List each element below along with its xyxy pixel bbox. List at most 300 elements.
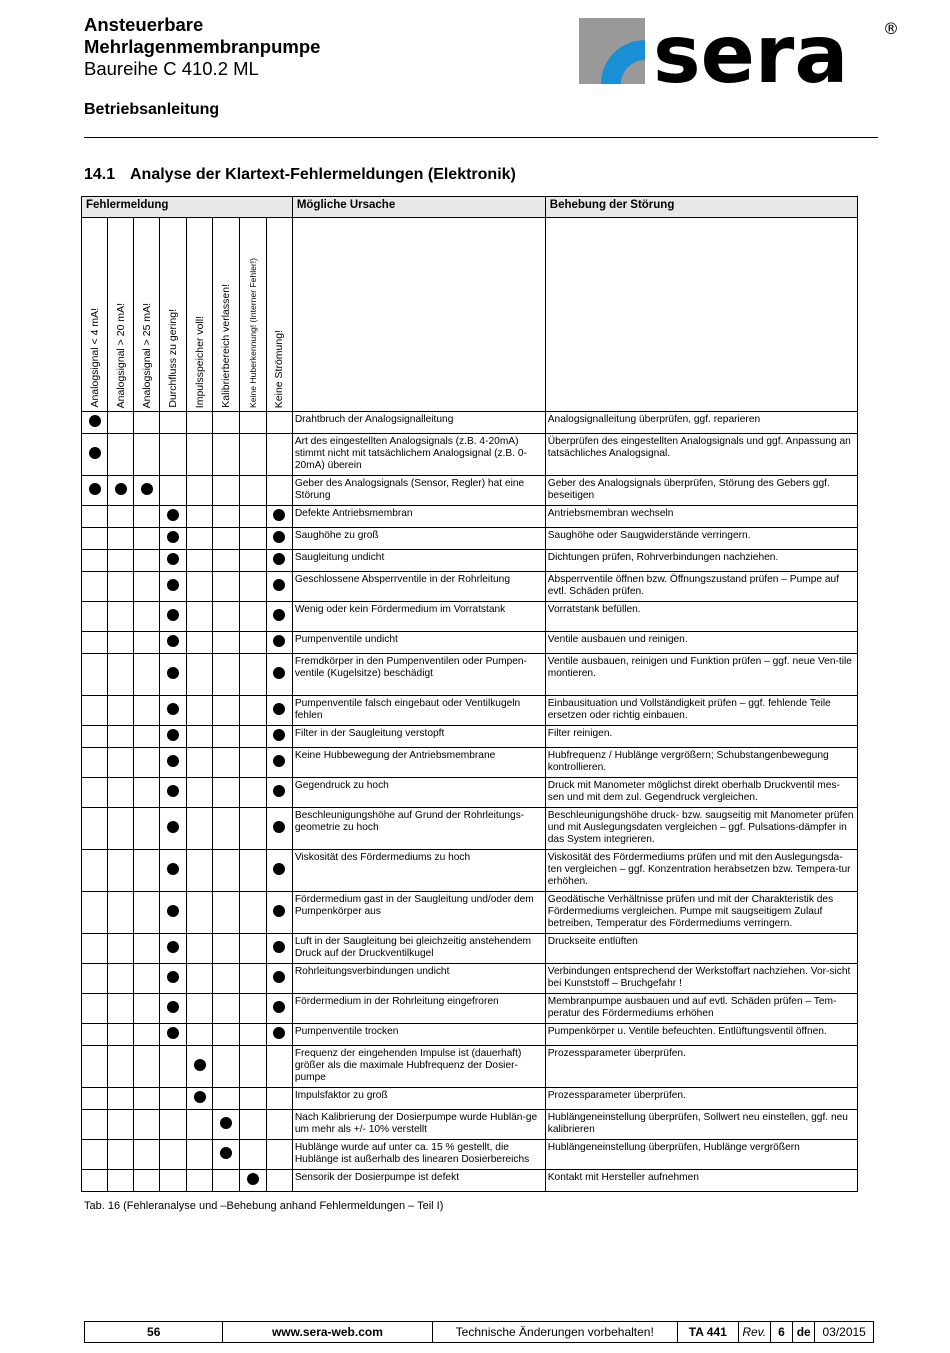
bullet-marker: [273, 941, 285, 953]
bullet-marker: [167, 755, 179, 767]
indicator-cell: [82, 506, 108, 528]
bullet-marker: [115, 483, 127, 495]
cause-cell: Rohrleitungsverbindungen undicht: [292, 964, 545, 994]
cause-cell: Geber des Analogsignals (Sensor, Regler) hat eine Störung: [292, 476, 545, 506]
indicator-cell: [82, 1088, 108, 1110]
indicator-cell: [108, 632, 134, 654]
indicator-cell: [134, 964, 160, 994]
indicator-cell: [213, 696, 239, 726]
indicator-cell: [239, 632, 266, 654]
indicator-cell: [82, 632, 108, 654]
language-code: de: [793, 1322, 815, 1343]
indicator-cell: [134, 1110, 160, 1140]
fix-cell: Filter reinigen.: [545, 726, 857, 748]
indicator-cell: [266, 934, 292, 964]
table-row: [82, 632, 858, 654]
indicator-cell: [160, 778, 187, 808]
table-row: [82, 994, 858, 1024]
indicator-cell: [108, 434, 134, 476]
bullet-marker: [167, 635, 179, 647]
cause-cell: Filter in der Saugleitung verstopft: [292, 726, 545, 748]
indicator-cell: [213, 476, 239, 506]
indicator-cell: [213, 572, 239, 602]
indicator-cell: [239, 1170, 266, 1192]
fix-cell: Hubfrequenz / Hublänge vergrößern; Schubstangenbewegung kontrollieren.: [545, 748, 857, 778]
indicator-cell: [213, 1088, 239, 1110]
indicator-cell: [82, 892, 108, 934]
bullet-marker: [273, 579, 285, 591]
indicator-cell: [134, 434, 160, 476]
indicator-cell: [213, 412, 239, 434]
indicator-cell: [108, 654, 134, 696]
document-title: [84, 14, 320, 80]
indicator-cell: [134, 506, 160, 528]
fix-cell: Überprüfen des eingestellten Analogsignals und ggf. Anpassung an tatsächliches Analogsignal.: [545, 434, 857, 476]
message-col-1: [82, 218, 108, 412]
indicator-cell: [82, 602, 108, 632]
indicator-cell: [239, 528, 266, 550]
bullet-marker: [273, 905, 285, 917]
indicator-cell: [134, 412, 160, 434]
indicator-cell: [82, 1046, 108, 1088]
indicator-cell: [213, 506, 239, 528]
indicator-cell: [187, 550, 213, 572]
indicator-cell: [239, 994, 266, 1024]
indicator-cell: [213, 778, 239, 808]
indicator-cell: [187, 808, 213, 850]
indicator-cell: [213, 726, 239, 748]
fix-cell: Vorratstank befüllen.: [545, 602, 857, 632]
indicator-cell: [187, 934, 213, 964]
cause-cell: Saugleitung undicht: [292, 550, 545, 572]
indicator-cell: [160, 434, 187, 476]
table-row: [82, 550, 858, 572]
indicator-cell: [134, 550, 160, 572]
bullet-marker: [247, 1173, 259, 1185]
bullet-marker: [167, 609, 179, 621]
indicator-cell: [266, 696, 292, 726]
indicator-cell: [82, 1140, 108, 1170]
indicator-cell: [160, 1170, 187, 1192]
revision-label: Rev.: [738, 1322, 770, 1343]
indicator-cell: [266, 994, 292, 1024]
empty-cause-cell: [292, 218, 545, 412]
message-col-2: [108, 218, 134, 412]
indicator-cell: [108, 572, 134, 602]
indicator-cell: [134, 1140, 160, 1170]
indicator-cell: [108, 778, 134, 808]
indicator-cell: [266, 434, 292, 476]
bullet-marker: [273, 755, 285, 767]
fix-cell: Hublängeneinstellung überprüfen, Sollwert neu einstellen, ggf. neu kalibrieren: [545, 1110, 857, 1140]
indicator-cell: [108, 506, 134, 528]
series-name: Baureihe C 410.2 ML: [84, 58, 259, 79]
fix-cell: Geodätische Verhältnisse prüfen und mit der Charakteristik des Fördermediums vergleichen. Pumpe mit saugseitigem Zulauf betreiben, Temperatur des Fördermediums verringern.: [545, 892, 857, 934]
indicator-cell: [187, 602, 213, 632]
fix-cell: Beschleunigungshöhe druck- bzw. saugseitig mit Manometer prüfen und mit Auslegungsdaten vergleichen – ggf. Pulsations-dämpfer in das System integrieren.: [545, 808, 857, 850]
indicator-cell: [213, 850, 239, 892]
indicator-cell: [187, 476, 213, 506]
indicator-cell: [160, 964, 187, 994]
indicator-cell: [187, 1110, 213, 1140]
indicator-cell: [266, 726, 292, 748]
indicator-cell: [108, 808, 134, 850]
indicator-cell: [266, 654, 292, 696]
indicator-cell: [239, 850, 266, 892]
table-body: [82, 218, 858, 1192]
table-row: [82, 696, 858, 726]
cause-cell: Hublänge wurde auf unter ca. 15 % gestellt, die Hublänge ist außerhalb des linearen Dosierbereichs: [292, 1140, 545, 1170]
indicator-cell: [239, 476, 266, 506]
table-row: [82, 572, 858, 602]
indicator-cell: [266, 476, 292, 506]
indicator-cell: [82, 726, 108, 748]
table-row: [82, 892, 858, 934]
indicator-cell: [266, 602, 292, 632]
cause-cell: Keine Hubbewegung der Antriebsmembrane: [292, 748, 545, 778]
indicator-cell: [160, 748, 187, 778]
indicator-cell: [187, 726, 213, 748]
indicator-cell: [187, 1140, 213, 1170]
indicator-cell: [239, 412, 266, 434]
indicator-cell: [160, 994, 187, 1024]
page-footer: [84, 1321, 874, 1343]
indicator-cell: [108, 476, 134, 506]
header-divider: [84, 137, 878, 138]
indicator-cell: [134, 602, 160, 632]
bullet-marker: [273, 1001, 285, 1013]
table-row: [82, 654, 858, 696]
indicator-cell: [82, 1110, 108, 1140]
table-row: [82, 726, 858, 748]
indicator-cell: [187, 696, 213, 726]
bullet-marker: [167, 703, 179, 715]
table-row: [82, 850, 858, 892]
indicator-cell: [213, 1024, 239, 1046]
table-row: [82, 1170, 858, 1192]
indicator-cell: [134, 632, 160, 654]
indicator-cell: [213, 632, 239, 654]
indicator-cell: [160, 726, 187, 748]
website-link[interactable]: www.sera-web.com: [223, 1322, 432, 1343]
message-col-4: [160, 218, 187, 412]
indicator-cell: [108, 602, 134, 632]
indicator-cell: [160, 528, 187, 550]
cause-cell: Saughöhe zu groß: [292, 528, 545, 550]
fix-cell: Dichtungen prüfen, Rohrverbindungen nachziehen.: [545, 550, 857, 572]
message-col-5: [187, 218, 213, 412]
indicator-cell: [239, 550, 266, 572]
fix-cell: Pumpenkörper u. Ventile befeuchten. Entlüftungsventil öffnen.: [545, 1024, 857, 1046]
table-row: [82, 934, 858, 964]
fix-cell: Kontakt mit Hersteller aufnehmen: [545, 1170, 857, 1192]
indicator-cell: [134, 1088, 160, 1110]
page-number: 56: [85, 1322, 223, 1343]
bullet-marker: [89, 483, 101, 495]
indicator-cell: [108, 696, 134, 726]
bullet-marker: [89, 415, 101, 427]
document-type: Betriebsanleitung: [84, 101, 220, 118]
indicator-cell: [160, 1024, 187, 1046]
indicator-cell: [82, 778, 108, 808]
indicator-cell: [213, 434, 239, 476]
fix-cell: Analogsignalleitung überprüfen, ggf. reparieren: [545, 412, 857, 434]
message-label: Impulsspeicher voll!: [193, 315, 206, 408]
indicator-cell: [266, 1088, 292, 1110]
bullet-marker: [167, 863, 179, 875]
table-row: [82, 778, 858, 808]
indicator-cell: [213, 528, 239, 550]
message-col-8: [266, 218, 292, 412]
indicator-cell: [187, 506, 213, 528]
indicator-cell: [134, 726, 160, 748]
indicator-cell: [213, 934, 239, 964]
cause-cell: Fördermedium in der Rohrleitung eingefroren: [292, 994, 545, 1024]
bullet-marker: [273, 553, 285, 565]
fix-cell: Ventile ausbauen und reinigen.: [545, 632, 857, 654]
indicator-cell: [266, 748, 292, 778]
bullet-marker: [273, 821, 285, 833]
indicator-cell: [82, 964, 108, 994]
indicator-cell: [239, 1088, 266, 1110]
indicator-cell: [82, 934, 108, 964]
bullet-marker: [167, 941, 179, 953]
message-label: Keine Huberkennung! (Interner Fehler!): [247, 258, 258, 408]
fix-cell: Viskosität des Fördermediums prüfen und mit den Auslegungsda-ten vergleichen – ggf. Konzentration herabsetzen bzw. Tempera-tur erhöhen.: [545, 850, 857, 892]
fix-cell: Prozessparameter überprüfen.: [545, 1088, 857, 1110]
bullet-marker: [167, 971, 179, 983]
cause-cell: Drahtbruch der Analogsignalleitung: [292, 412, 545, 434]
fix-cell: Antriebsmembran wechseln: [545, 506, 857, 528]
indicator-cell: [266, 1170, 292, 1192]
indicator-cell: [266, 572, 292, 602]
indicator-cell: [108, 412, 134, 434]
indicator-cell: [266, 1110, 292, 1140]
logo-wordmark: sera: [653, 14, 849, 88]
indicator-cell: [213, 550, 239, 572]
revision-number: 6: [770, 1322, 792, 1343]
indicator-cell: [213, 994, 239, 1024]
fix-cell: Druck mit Manometer möglichst direkt oberhalb Druckventil mes-sen und mit dem zul. Gegendruck vergleichen.: [545, 778, 857, 808]
indicator-cell: [160, 550, 187, 572]
indicator-cell: [134, 1024, 160, 1046]
section-heading: [84, 166, 516, 184]
indicator-cell: [187, 778, 213, 808]
cause-cell: Gegendruck zu hoch: [292, 778, 545, 808]
indicator-cell: [213, 892, 239, 934]
indicator-cell: [108, 1110, 134, 1140]
bullet-marker: [167, 729, 179, 741]
bullet-marker: [273, 703, 285, 715]
indicator-cell: [266, 1024, 292, 1046]
indicator-cell: [134, 850, 160, 892]
cause-cell: Fördermedium gast in der Saugleitung und/oder dem Pumpenkörper aus: [292, 892, 545, 934]
indicator-cell: [187, 892, 213, 934]
indicator-cell: [187, 412, 213, 434]
indicator-cell: [160, 892, 187, 934]
indicator-cell: [266, 412, 292, 434]
section-number: 14.1: [84, 166, 116, 183]
table-row: [82, 1110, 858, 1140]
bullet-marker: [273, 609, 285, 621]
change-notice: Technische Änderungen vorbehalten!: [432, 1322, 677, 1343]
indicator-cell: [187, 964, 213, 994]
indicator-cell: [108, 550, 134, 572]
indicator-cell: [108, 1046, 134, 1088]
bullet-marker: [273, 785, 285, 797]
bullet-marker: [167, 531, 179, 543]
message-col-7: [239, 218, 266, 412]
table-row: [82, 1088, 858, 1110]
indicator-cell: [187, 994, 213, 1024]
indicator-cell: [82, 748, 108, 778]
bullet-marker: [273, 863, 285, 875]
indicator-cell: [187, 1170, 213, 1192]
indicator-cell: [187, 572, 213, 602]
indicator-cell: [187, 632, 213, 654]
indicator-cell: [213, 1110, 239, 1140]
indicator-cell: [266, 1140, 292, 1170]
indicator-cell: [239, 506, 266, 528]
indicator-cell: [108, 850, 134, 892]
indicator-cell: [134, 572, 160, 602]
table-row: [82, 808, 858, 850]
cause-cell: Frequenz der eingehenden Impulse ist (dauerhaft) größer als die maximale Hubfrequenz der Dosier-pumpe: [292, 1046, 545, 1088]
table-caption: Tab. 16 (Fehleranalyse und –Behebung anhand Fehlermeldungen – Teil I): [84, 1200, 444, 1212]
table-row: [82, 964, 858, 994]
indicator-cell: [160, 1140, 187, 1170]
indicator-cell: [134, 748, 160, 778]
bullet-marker: [194, 1091, 206, 1103]
message-label: Kalibrierbereich verlassen!: [220, 284, 233, 408]
indicator-cell: [160, 808, 187, 850]
message-label: Keine Strömung!: [273, 329, 286, 408]
indicator-cell: [266, 892, 292, 934]
indicator-cell: [266, 506, 292, 528]
message-col-6: [213, 218, 239, 412]
header-fehlermeldung: Fehlermeldung: [82, 197, 293, 218]
message-label: Durchfluss zu gering!: [167, 309, 180, 408]
table-row: [82, 748, 858, 778]
table-row: [82, 1046, 858, 1088]
indicator-cell: [239, 1140, 266, 1170]
table-row: [82, 412, 858, 434]
cause-cell: Viskosität des Fördermediums zu hoch: [292, 850, 545, 892]
indicator-cell: [82, 654, 108, 696]
indicator-cell: [239, 726, 266, 748]
indicator-cell: [160, 696, 187, 726]
cause-cell: Pumpenventile falsch eingebaut oder Ventilkugeln fehlen: [292, 696, 545, 726]
indicator-cell: [108, 994, 134, 1024]
indicator-cell: [213, 1046, 239, 1088]
bullet-marker: [194, 1059, 206, 1071]
bullet-marker: [167, 785, 179, 797]
indicator-cell: [266, 632, 292, 654]
bullet-marker: [167, 1001, 179, 1013]
fix-cell: Prozessparameter überprüfen.: [545, 1046, 857, 1088]
bullet-marker: [273, 667, 285, 679]
cause-cell: Luft in der Saugleitung bei gleichzeitig anstehendem Druck auf der Druckventilkugel: [292, 934, 545, 964]
indicator-cell: [187, 1088, 213, 1110]
cause-cell: Sensorik der Dosierpumpe ist defekt: [292, 1170, 545, 1192]
indicator-cell: [187, 850, 213, 892]
indicator-cell: [82, 1170, 108, 1192]
fix-cell: Geber des Analogsignals überprüfen, Störung des Gebers ggf. beseitigen: [545, 476, 857, 506]
bullet-marker: [141, 483, 153, 495]
cause-cell: Impulsfaktor zu groß: [292, 1088, 545, 1110]
indicator-cell: [266, 850, 292, 892]
indicator-cell: [134, 1170, 160, 1192]
table-row: [82, 1140, 858, 1170]
table-row: [82, 602, 858, 632]
indicator-cell: [134, 994, 160, 1024]
fix-cell: Membranpumpe ausbauen und auf evtl. Schäden prüfen – Tem-peratur des Fördermediums erhöhen: [545, 994, 857, 1024]
indicator-cell: [108, 1140, 134, 1170]
table-row: [82, 434, 858, 476]
indicator-cell: [82, 850, 108, 892]
indicator-cell: [160, 572, 187, 602]
indicator-cell: [160, 850, 187, 892]
indicator-cell: [82, 528, 108, 550]
indicator-cell: [82, 412, 108, 434]
indicator-cell: [239, 1024, 266, 1046]
bullet-marker: [167, 509, 179, 521]
indicator-cell: [160, 1046, 187, 1088]
indicator-cell: [239, 778, 266, 808]
cause-cell: Nach Kalibrierung der Dosierpumpe wurde Hublän-ge um mehr als +/- 10% verstellt: [292, 1110, 545, 1140]
sera-logo: [579, 14, 904, 88]
indicator-cell: [213, 602, 239, 632]
indicator-cell: [160, 1110, 187, 1140]
bullet-marker: [273, 1027, 285, 1039]
cause-cell: Fremdkörper in den Pumpenventilen oder Pumpen-ventile (Kugelsitze) beschädigt: [292, 654, 545, 696]
indicator-cell: [239, 1110, 266, 1140]
indicator-cell: [213, 1170, 239, 1192]
indicator-cell: [134, 1046, 160, 1088]
indicator-cell: [108, 1024, 134, 1046]
indicator-cell: [213, 808, 239, 850]
issue-date: 03/2015: [815, 1322, 874, 1343]
indicator-cell: [239, 696, 266, 726]
indicator-cell: [187, 528, 213, 550]
bullet-marker: [273, 635, 285, 647]
indicator-cell: [108, 748, 134, 778]
indicator-cell: [160, 412, 187, 434]
indicator-cell: [160, 632, 187, 654]
cause-cell: Wenig oder kein Fördermedium im Vorratstank: [292, 602, 545, 632]
cause-cell: Beschleunigungshöhe auf Grund der Rohrleitungs-geometrie zu hoch: [292, 808, 545, 850]
bullet-marker: [167, 905, 179, 917]
indicator-cell: [160, 934, 187, 964]
indicator-cell: [266, 1046, 292, 1088]
cause-cell: Art des eingestellten Analogsignals (z.B. 4-20mA) stimmt nicht mit tatsächlichem Analogsignal (z.B. 0-20mA) überein: [292, 434, 545, 476]
indicator-cell: [134, 934, 160, 964]
bullet-marker: [167, 553, 179, 565]
indicator-cell: [134, 892, 160, 934]
indicator-cell: [239, 602, 266, 632]
indicator-cell: [239, 808, 266, 850]
indicator-cell: [134, 778, 160, 808]
fix-cell: Einbausituation und Vollständigkeit prüfen – ggf. fehlende Teile ersetzen oder richtig einbauen.: [545, 696, 857, 726]
indicator-cell: [82, 696, 108, 726]
indicator-cell: [82, 476, 108, 506]
indicator-cell: [108, 964, 134, 994]
indicator-cell: [108, 726, 134, 748]
indicator-cell: [213, 964, 239, 994]
indicator-cell: [187, 434, 213, 476]
bullet-marker: [167, 667, 179, 679]
title-line-1: Ansteuerbare: [84, 14, 204, 35]
